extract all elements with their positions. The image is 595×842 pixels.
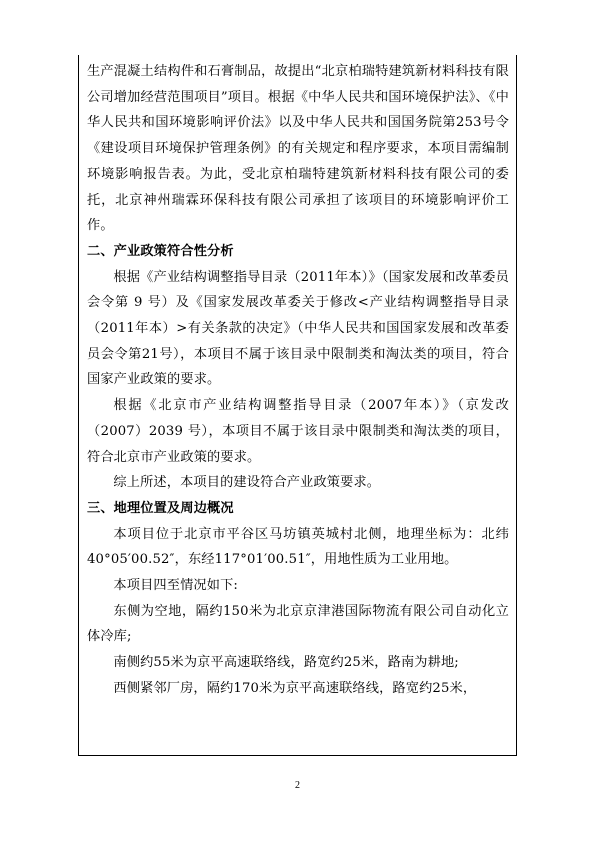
intro-paragraph: 生产混凝土结构件和石膏制品，故提出“北京柏瑞特建筑新材料科技有限公司增加经营范围项目”项目。根据《中华人民共和国环境保护法》、《中华人民共和国环境影响评价法》以及中华人民共和国国务院第253号令《建设项目环境保护管理条例》的有关规定和程序要求，本项目需编制环境影响报告表。为此，受北京柏瑞特建筑新材料科技有限公司的委托，北京神州瑞霖环保科技有限公司承担了该项目的环境影响评价工作。 <box>87 64 509 234</box>
page-number: 2 <box>295 780 300 791</box>
section-heading-location: 三、地理位置及周边概况 <box>87 500 234 516</box>
paragraph: 本项目位于北京市平谷区马坊镇英城村北侧，地理坐标为：北纬40°05′00.52″，东经117°01′00.51″，用地性质为工业用地。 <box>87 526 509 568</box>
paragraph: 综上所述，本项目的建设符合产业政策要求。 <box>113 475 381 491</box>
paragraph: 根据《产业结构调整指导目录（2011年本）》（国家发展和改革委员会令第 9 号）及《国家发展改革委关于修改<产业结构调整指导目录（2011年本）>有关条款的决定》（中华人民共和国国家发展和改革委员会令第21号），本项目不属于该目录中限制类和淘汰类的项目，符合国家产业政策的要求。 <box>87 269 509 388</box>
paragraph: 南侧约55米为京平高速联络线，路宽约25米，路南为耕地; <box>113 655 459 671</box>
paragraph: 根据《北京市产业结构调整指导目录（2007年本）》（京发改（2007）2039 号），本项目不属于该目录中限制类和淘汰类的项目，符合北京市产业政策的要求。 <box>87 398 509 465</box>
document-body <box>87 59 509 702</box>
paragraph: 本项目四至情况如下: <box>113 578 239 594</box>
paragraph: 东侧为空地，隔约150米为北京京津港国际物流有限公司自动化立体冷库; <box>87 603 509 645</box>
document-frame <box>78 55 517 756</box>
section-heading-industry-policy: 二、产业政策符合性分析 <box>87 243 234 259</box>
paragraph: 西侧紧邻厂房，隔约170米为京平高速联络线，路宽约25米， <box>113 680 477 696</box>
